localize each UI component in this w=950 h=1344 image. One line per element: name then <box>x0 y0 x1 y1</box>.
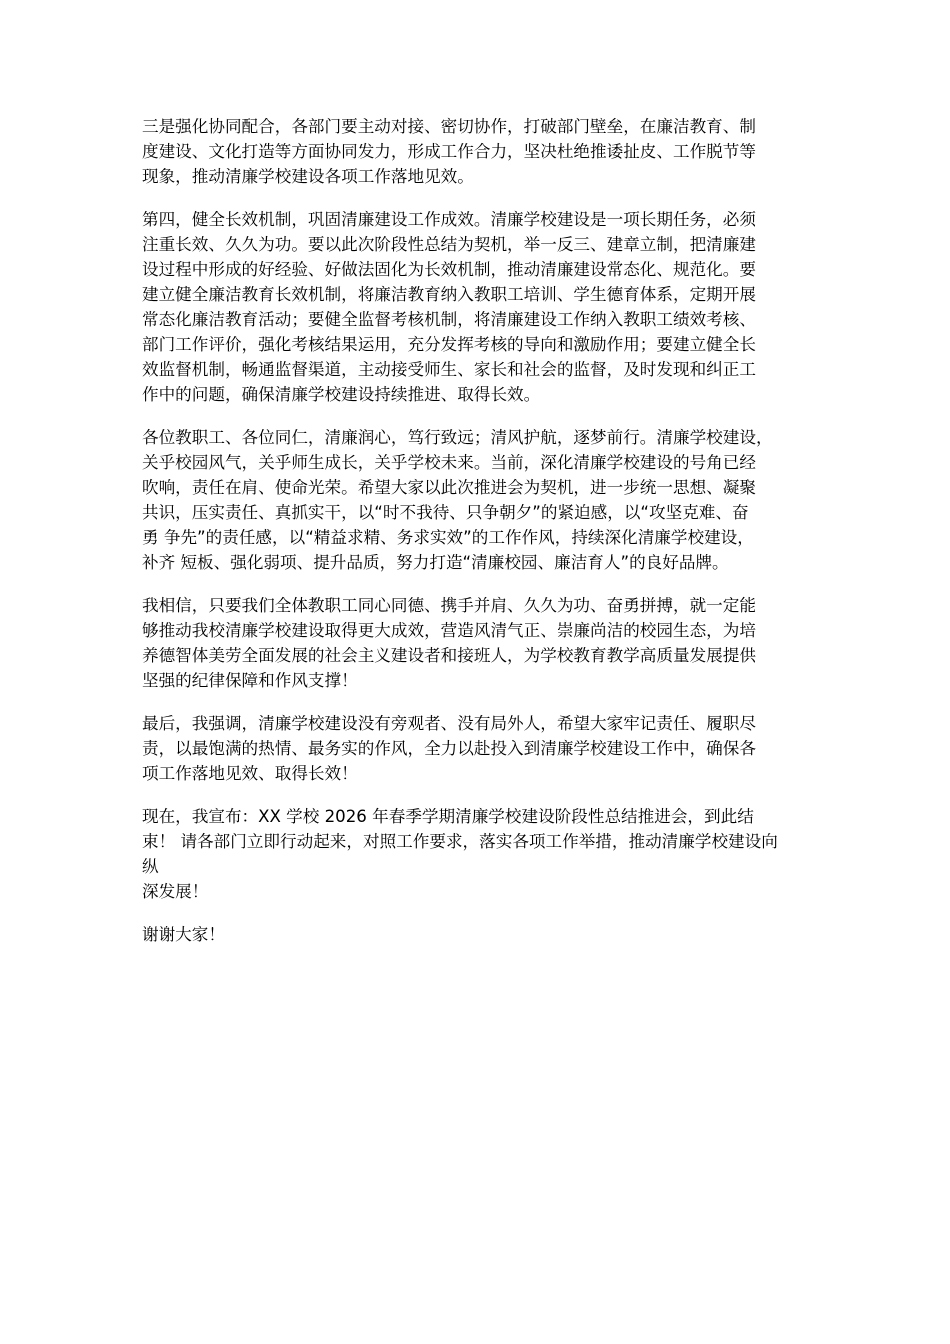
text-line: 设过程中形成的好经验、好做法固化为长效机制，推动清廉建设常态化、规范化。要 <box>142 260 756 279</box>
paragraph-6 <box>142 804 814 904</box>
text-line: 部门工作评价，强化考核结果运用，充分发挥考核的导向和激励作用；要建立健全长 <box>142 335 756 354</box>
text-line: 三是强化协同配合，各部门要主动对接、密切协作，打破部门壁垒，在廉洁教育、制 <box>142 117 756 136</box>
text-line: 建立健全廉洁教育长效机制，将廉洁教育纳入教职工培训、学生德育体系，定期开展 <box>142 285 756 304</box>
text-line: 度建设、文化打造等方面协同发力，形成工作合力，坚决杜绝推诿扯皮、工作脱节等 <box>142 142 756 161</box>
text-line: 够推动我校清廉学校建设取得更大成效，营造风清气正、崇廉尚洁的校园生态，为培 <box>142 621 756 640</box>
text-line: 吹响，责任在肩、使命光荣。希望大家以此次推进会为契机，进一步统一思想、凝聚 <box>142 478 756 497</box>
text-line: 效监督机制，畅通监督渠道，主动接受师生、家长和社会的监督，及时发现和纠正工 <box>142 360 756 379</box>
document-page <box>142 114 814 965</box>
text-line: 关乎校园风气，关乎师生成长，关乎学校未来。当前，深化清廉学校建设的号角已经 <box>142 453 756 472</box>
paragraph-5 <box>142 711 814 786</box>
text-line: 深发展！ <box>142 882 209 901</box>
text-line: 坚强的纪律保障和作风支撑！ <box>142 671 358 690</box>
text-line: 养德智体美劳全面发展的社会主义建设者和接班人，为学校教育教学高质量发展提供 <box>142 646 756 665</box>
text-line: 现在，我宣布：XX 学校 2026 年春季学期清廉学校建设阶段性总结推进会，到此结 <box>142 807 754 826</box>
text-line: 常态化廉洁教育活动；要健全监督考核机制，将清廉建设工作纳入教职工绩效考核、 <box>142 310 756 329</box>
text-line: 责，以最饱满的热情、最务实的作风，全力以赴投入到清廉学校建设工作中，确保各 <box>142 739 756 758</box>
text-line: 第四，健全长效机制，巩固清廉建设工作成效。清廉学校建设是一项长期任务，必须 <box>142 210 756 229</box>
paragraph-1 <box>142 114 814 189</box>
paragraph-3 <box>142 425 814 575</box>
paragraph-7 <box>142 922 814 947</box>
paragraph-2 <box>142 207 814 407</box>
text-line: 补齐 短板、强化弱项、提升品质，努力打造“清廉校园、廉洁育人”的良好品牌。 <box>142 553 729 572</box>
text-line: 项工作落地见效、取得长效！ <box>142 764 358 783</box>
text-line: 作中的问题，确保清廉学校建设持续推进、取得长效。 <box>142 385 541 404</box>
text-line: 勇 争先”的责任感，以“精益求精、务求实效”的工作作风，持续深化清廉学校建设， <box>142 528 754 547</box>
text-line: 纵 <box>142 857 159 876</box>
text-line: 注重长效、久久为功。要以此次阶段性总结为契机，举一反三、建章立制，把清廉建 <box>142 235 756 254</box>
text-line: 束！ 请各部门立即行动起来，对照工作要求，落实各项工作举措，推动清廉学校建设向 <box>142 832 778 851</box>
text-line: 现象，推动清廉学校建设各项工作落地见效。 <box>142 167 474 186</box>
paragraph-4 <box>142 593 814 693</box>
text-line: 谢谢大家！ <box>142 925 225 944</box>
text-line: 各位教职工、各位同仁，清廉润心，笃行致远；清风护航，逐梦前行。清廉学校建设， <box>142 428 773 447</box>
text-line: 共识，压实责任、真抓实干，以“时不我待、只争朝夕”的紧迫感，以“攻坚克难、奋 <box>142 503 749 522</box>
text-line: 我相信，只要我们全体教职工同心同德、携手并肩、久久为功、奋勇拼搏，就一定能 <box>142 596 756 615</box>
text-line: 最后，我强调，清廉学校建设没有旁观者、没有局外人，希望大家牢记责任、履职尽 <box>142 714 756 733</box>
